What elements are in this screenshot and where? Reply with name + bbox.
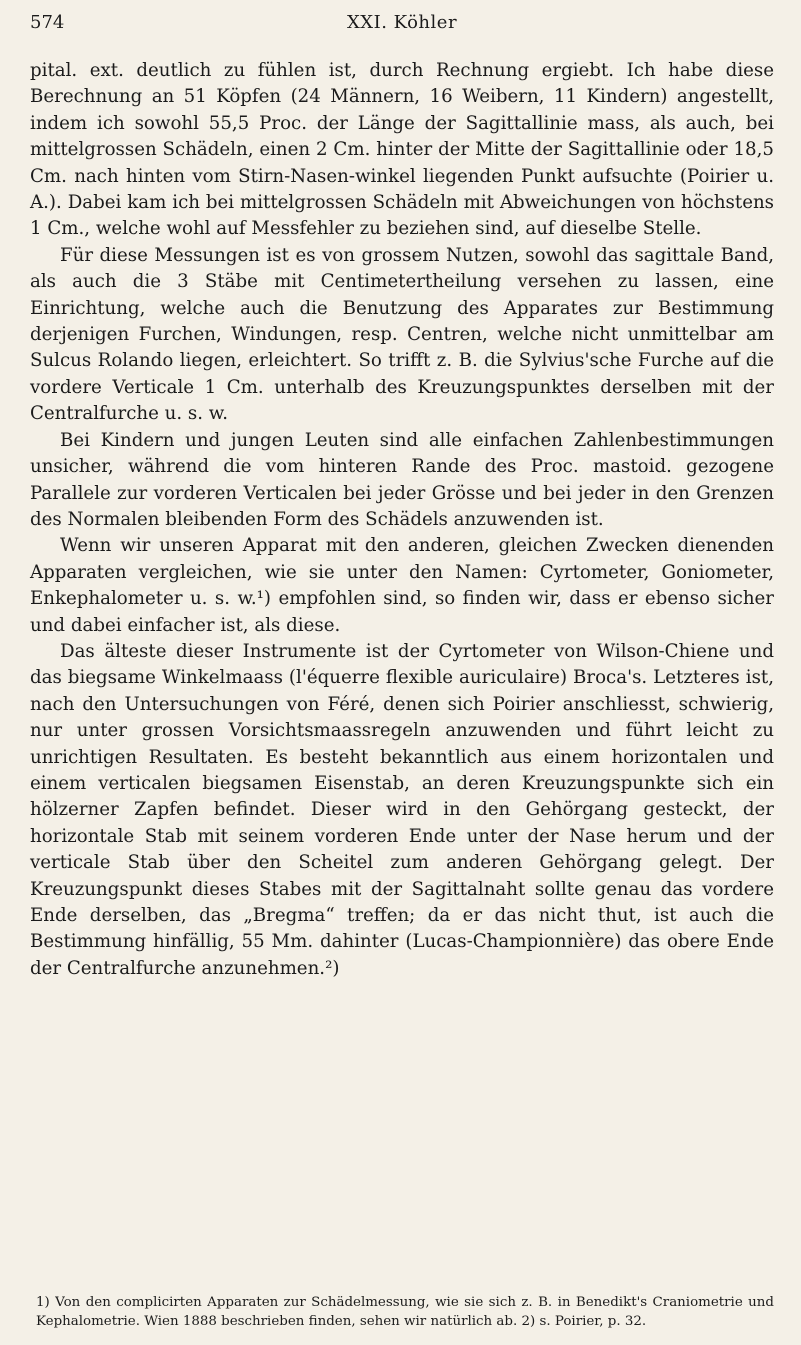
paragraph: Wenn wir unseren Apparat mit den anderen, gleichen Zwecken dienenden Apparaten vergleichen, wie sie unter den Namen: Cyrtometer, Goniometer, Enkephalometer u. s. w.¹) empfohlen sind, so finden wir, dass er ebenso sicher und dabei einfacher ist, als diese. bbox=[30, 535, 774, 636]
page-number: 574 bbox=[30, 12, 65, 33]
footnote-text: 1) Von den complicirten Apparaten zur Schädelmessung, wie sie sich z. B. in Benedikt's Craniometrie und Kephalometrie. Wien 1888 beschrieben finden, sehen wir natürlich ab. bbox=[36, 1295, 774, 1329]
running-title: XXI. Köhler bbox=[346, 12, 458, 33]
footnotes bbox=[30, 1293, 774, 1331]
paragraph: Das älteste dieser Instrumente ist der Cyrtometer von Wilson-Chiene und das biegsame Winkelmaass (l'équerre flexible auriculaire) Broca's. Letzteres ist, nach den Untersuchungen von Féré, denen sich Poirier anschliesst, schwierig, nur unter grossen Vorsichtsmaassregeln anzuwenden und führt leicht zu unrichtigen Resultaten. Es besteht bekanntlich aus einem horizontalen und einem verticalen biegsamen Eisenstab, an deren Kreuzungspunkte sich ein hölzerner Zapfen befindet. Dieser wird in den Gehörgang gesteckt, der horizontale Stab mit seinem vorderen Ende unter der Nase herum und der verticale Stab über den Scheitel zum anderen Gehörgang gelegt. Der Kreuzungspunkt dieses Stabes mit der Sagittalnaht sollte genau das vordere Ende derselben, das „Bregma“ treffen; da er das nicht thut, ist auch die Bestimmung hinfällig, 55 Mm. dahinter (Lucas-Championnière) das obere Ende der Centralfurche anzunehmen.²) bbox=[30, 640, 774, 979]
main-text bbox=[30, 58, 774, 982]
page-header bbox=[30, 12, 774, 38]
footnote bbox=[30, 1293, 774, 1331]
paragraph: Bei Kindern und jungen Leuten sind alle einfachen Zahlenbestimmungen unsicher, während die vom hinteren Rande des Proc. mastoid. gezogene Parallele zur vorderen Verticalen bei jeder Grösse und bei jeder in den Grenzen des Normalen bleibenden Form des Schädels anzuwenden ist. bbox=[30, 429, 774, 530]
paragraph: Für diese Messungen ist es von grossem Nutzen, sowohl das sagittale Band, als auch die 3 Stäbe mit Centimetertheilung versehen zu lassen, eine Einrichtung, welche auch die Benutzung des Apparates zur Bestimmung derjenigen Furchen, Windungen, resp. Centren, welche nicht unmittelbar am Sulcus Rolando liegen, erleichtert. So trifft z. B. die Sylvius'sche Furche auf die vordere Verticale 1 Cm. unterhalb des Kreuzungspunktes derselben mit der Centralfurche u. s. w. bbox=[30, 244, 774, 425]
paragraph: pital. ext. deutlich zu fühlen ist, durch Rechnung ergiebt. Ich habe diese Berechnung an 51 Köpfen (24 Männern, 16 Weibern, 11 Kindern) angestellt, indem ich sowohl 55,5 Proc. der Länge der Sagittallinie mass, als auch, bei mittelgrossen Schädeln, einen 2 Cm. hinter der Mitte der Sagittallinie oder 18,5 Cm. nach hinten vom Stirn-Nasen-winkel liegenden Punkt aufsuchte (Poirier u. A.). Dabei kam ich bei mittelgrossen Schädeln mit Abweichungen von höchstens 1 Cm., welche wohl auf Messfehler zu beziehen sind, auf dieselbe Stelle. bbox=[30, 60, 774, 240]
footnote-text: 2) s. Poirier, p. 32. bbox=[521, 1314, 647, 1329]
